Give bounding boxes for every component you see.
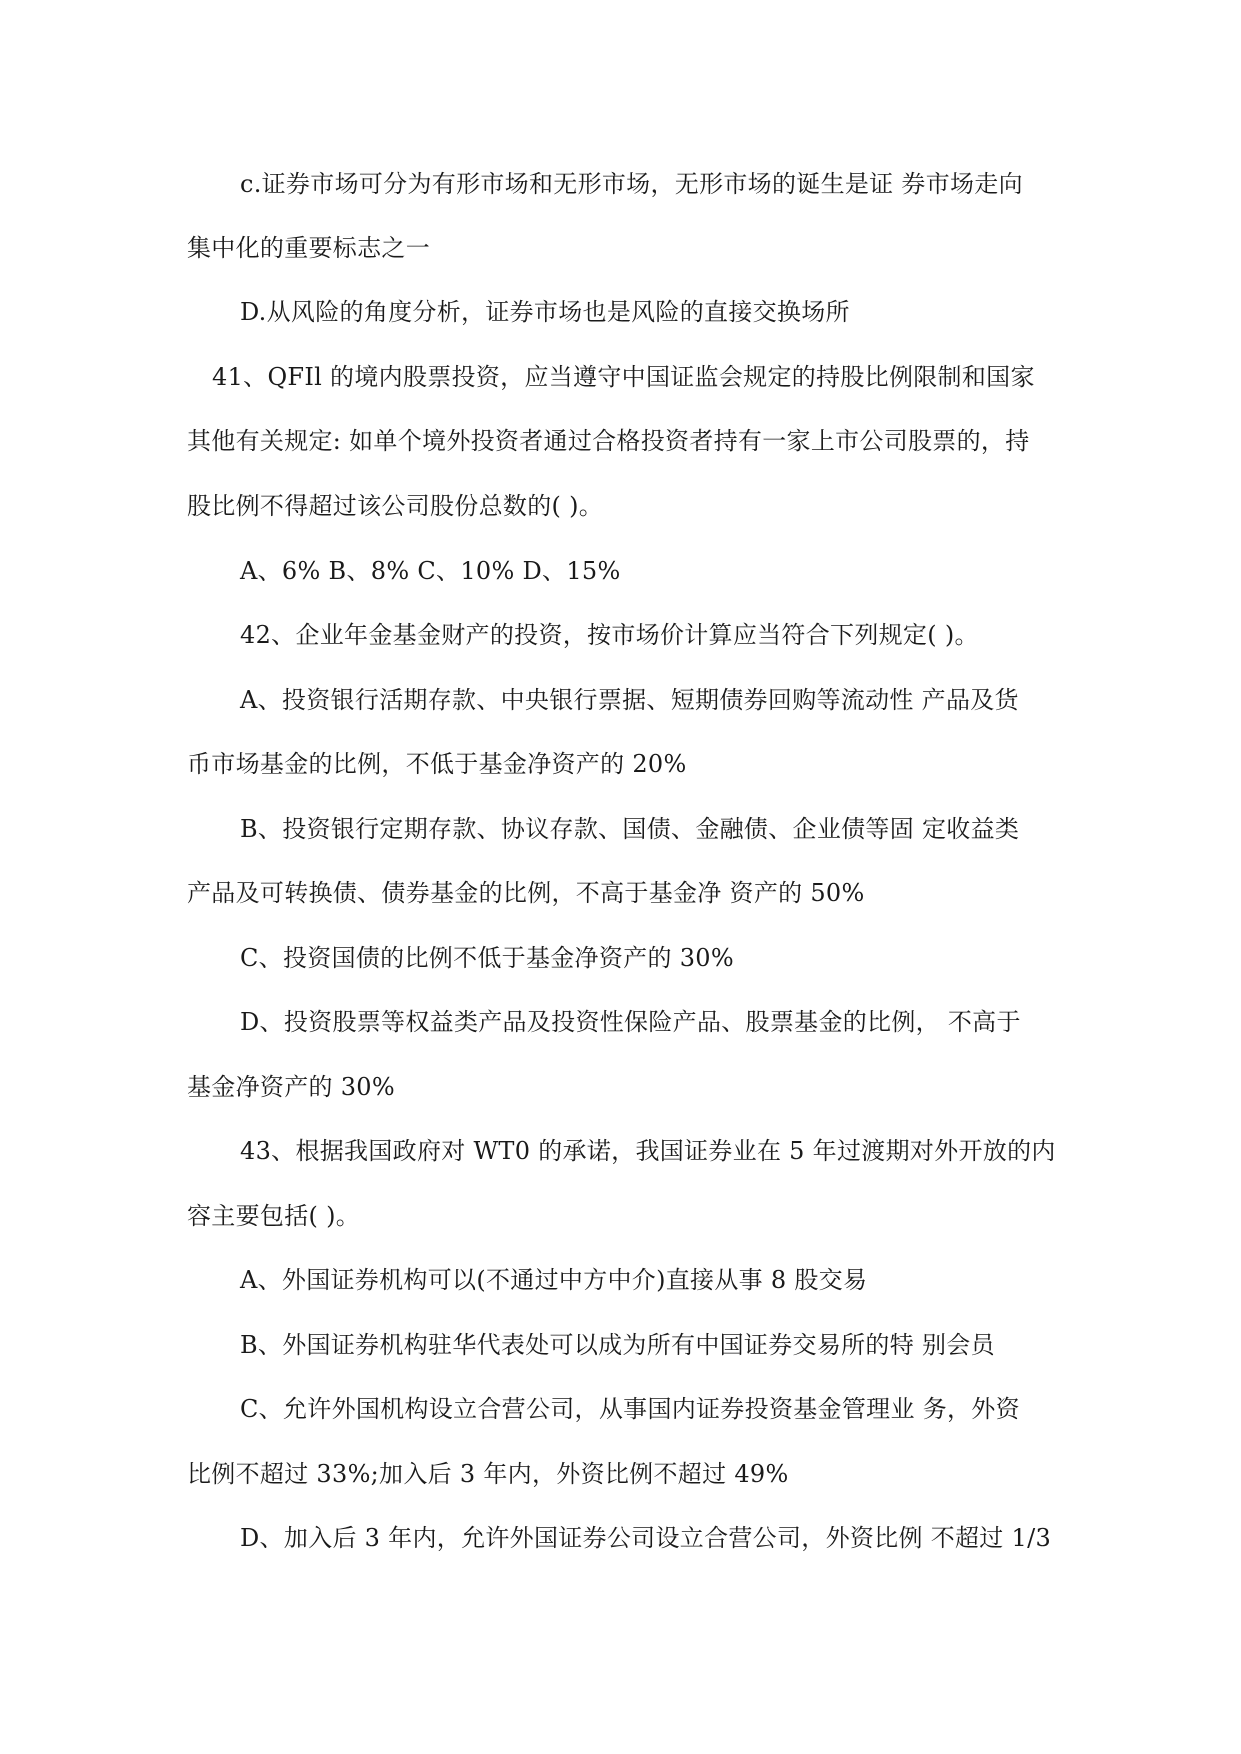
question-41-line-2: 其他有关规定: 如单个境外投资者通过合格投资者持有一家上市公司股票的，持 [187, 427, 1030, 455]
question-42-option-d-line-2: 基金净资产的 30% [187, 1073, 395, 1101]
question-43-option-c-line-2: 比例不超过 33%;加入后 3 年内，外资比例不超过 49% [187, 1460, 789, 1488]
option-c-line-2: 集中化的重要标志之一 [187, 234, 430, 262]
question-43-option-a: A、外国证券机构可以(不通过中方中介)直接从事 8 股交易 [240, 1266, 868, 1294]
option-c-line-1: c.证券市场可分为有形市场和无形市场，无形市场的诞生是证 券市场走向 [240, 170, 1023, 198]
question-43-option-c-line-1: C、允许外国机构设立合营公司，从事国内证券投资基金管理业 务，外资 [240, 1395, 1020, 1423]
question-43-option-d: D、加入后 3 年内，允许外国证券公司设立合营公司，外资比例 不超过 1/3 [240, 1524, 1052, 1552]
question-41-options: A、6% B、8% C、10% D、15% [240, 557, 621, 585]
question-43-line-1: 43、根据我国政府对 WT0 的承诺，我国证券业在 5 年过渡期对外开放的内 [240, 1137, 1056, 1165]
question-42-line-1: 42、企业年金基金财产的投资，按市场价计算应当符合下列规定( )。 [240, 621, 979, 649]
question-41-line-3: 股比例不得超过该公司股份总数的( )。 [187, 492, 604, 520]
question-42-option-b-line-2: 产品及可转换债、债券基金的比例，不高于基金净 资产的 50% [187, 879, 865, 907]
question-42-option-a-line-1: A、投资银行活期存款、中央银行票据、短期债券回购等流动性 产品及货 [240, 686, 1019, 714]
question-43-line-2: 容主要包括( )。 [187, 1202, 361, 1230]
question-41-line-1: 41、QFIl 的境内股票投资，应当遵守中国证监会规定的持股比例限制和国家 [212, 363, 1035, 391]
option-d-line-1: D.从风险的角度分析，证券市场也是风险的直接交换场所 [240, 298, 850, 326]
question-42-option-a-line-2: 币市场基金的比例，不低于基金净资产的 20% [187, 750, 687, 778]
question-42-option-d-line-1: D、投资股票等权益类产品及投资性保险产品、股票基金的比例， 不高于 [240, 1008, 1021, 1036]
question-42-option-b-line-1: B、投资银行定期存款、协议存款、国债、金融债、企业债等固 定收益类 [240, 815, 1020, 843]
question-42-option-c: C、投资国债的比例不低于基金净资产的 30% [240, 944, 734, 972]
question-43-option-b: B、外国证券机构驻华代表处可以成为所有中国证券交易所的特 别会员 [240, 1331, 995, 1359]
